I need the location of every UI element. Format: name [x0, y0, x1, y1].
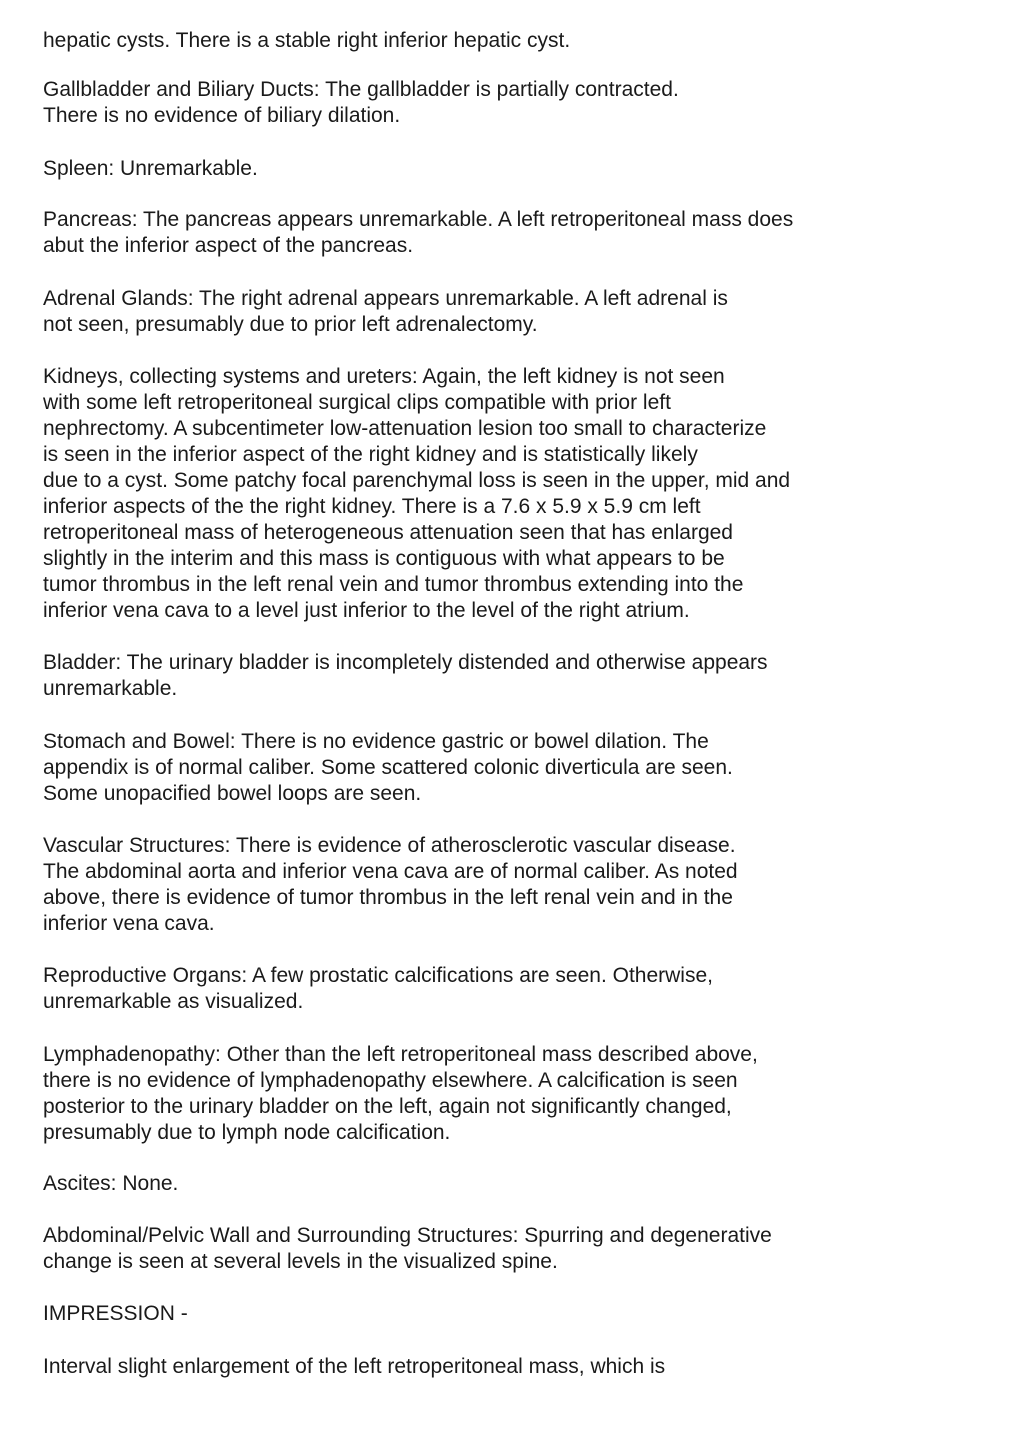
- text-line: Bladder: The urinary bladder is incompletely distended and otherwise appears: [43, 651, 768, 674]
- text-line: inferior aspects of the the right kidney. There is a 7.6 x 5.9 x 5.9 cm left: [43, 495, 701, 518]
- text-line: Adrenal Glands: The right adrenal appears unremarkable. A left adrenal is: [43, 287, 728, 310]
- text-line: there is no evidence of lymphadenopathy elsewhere. A calcification is seen: [43, 1069, 738, 1092]
- paragraph-reproductive: [43, 963, 973, 1015]
- paragraph-hepatic: [43, 28, 973, 54]
- text-line: nephrectomy. A subcentimeter low-attenuation lesion too small to characterize: [43, 417, 767, 440]
- paragraph-stomach-bowel: [43, 729, 973, 807]
- text-line: abut the inferior aspect of the pancreas.: [43, 234, 414, 257]
- text-line: Some unopacified bowel loops are seen.: [43, 782, 422, 805]
- text-line: Reproductive Organs: A few prostatic calcifications are seen. Otherwise,: [43, 964, 713, 987]
- text-line: Abdominal/Pelvic Wall and Surrounding Structures: Spurring and degenerative: [43, 1224, 772, 1247]
- paragraph-bladder: [43, 650, 973, 702]
- text-line: There is no evidence of biliary dilation.: [43, 104, 401, 127]
- text-line: presumably due to lymph node calcification.: [43, 1121, 451, 1144]
- paragraph-lymphadenopathy: [43, 1042, 973, 1146]
- text-line: retroperitoneal mass of heterogeneous attenuation seen that has enlarged: [43, 521, 733, 544]
- text-line: Gallbladder and Biliary Ducts: The gallbladder is partially contracted.: [43, 78, 679, 101]
- text-line: inferior vena cava.: [43, 912, 215, 935]
- text-line: Pancreas: The pancreas appears unremarkable. A left retroperitoneal mass does: [43, 208, 794, 231]
- text-line: change is seen at several levels in the visualized spine.: [43, 1250, 558, 1273]
- paragraph-adrenal: [43, 286, 973, 338]
- text-line: tumor thrombus in the left renal vein and tumor thrombus extending into the: [43, 573, 744, 596]
- text-line: above, there is evidence of tumor thrombus in the left renal vein and in the: [43, 886, 733, 909]
- text-line: due to a cyst. Some patchy focal parenchymal loss is seen in the upper, mid and: [43, 469, 791, 492]
- paragraph-gallbladder: [43, 77, 973, 129]
- paragraph-impression: [43, 1354, 973, 1380]
- text-line: is seen in the inferior aspect of the right kidney and is statistically likely: [43, 443, 698, 466]
- paragraph-spleen: [43, 156, 973, 182]
- text-line: appendix is of normal caliber. Some scattered colonic diverticula are seen.: [43, 756, 733, 779]
- text-line: Spleen: Unremarkable.: [43, 157, 258, 180]
- text-line: Vascular Structures: There is evidence of atherosclerotic vascular disease.: [43, 834, 736, 857]
- text-line: with some left retroperitoneal surgical clips compatible with prior left: [43, 391, 671, 414]
- text-line: IMPRESSION -: [43, 1302, 188, 1325]
- text-line: not seen, presumably due to prior left adrenalectomy.: [43, 313, 538, 336]
- text-line: posterior to the urinary bladder on the left, again not significantly changed,: [43, 1095, 732, 1118]
- paragraph-kidneys: [43, 364, 973, 624]
- text-line: inferior vena cava to a level just inferior to the level of the right atrium.: [43, 599, 690, 622]
- text-line: Ascites: None.: [43, 1172, 179, 1195]
- paragraph-ascites: [43, 1171, 973, 1197]
- text-line: Kidneys, collecting systems and ureters: Again, the left kidney is not seen: [43, 365, 725, 388]
- text-line: hepatic cysts. There is a stable right inferior hepatic cyst.: [43, 29, 571, 52]
- text-line: slightly in the interim and this mass is contiguous with what appears to be: [43, 547, 725, 570]
- text-line: unremarkable.: [43, 677, 178, 700]
- text-line: Stomach and Bowel: There is no evidence gastric or bowel dilation. The: [43, 730, 709, 753]
- text-line: The abdominal aorta and inferior vena cava are of normal caliber. As noted: [43, 860, 738, 883]
- text-line: Lymphadenopathy: Other than the left retroperitoneal mass described above,: [43, 1043, 758, 1066]
- paragraph-vascular: [43, 833, 973, 937]
- text-line: Interval slight enlargement of the left retroperitoneal mass, which is: [43, 1355, 666, 1378]
- paragraph-abdominal-wall: [43, 1223, 973, 1275]
- impression-heading: [43, 1301, 973, 1327]
- paragraph-pancreas: [43, 207, 973, 259]
- text-line: unremarkable as visualized.: [43, 990, 304, 1013]
